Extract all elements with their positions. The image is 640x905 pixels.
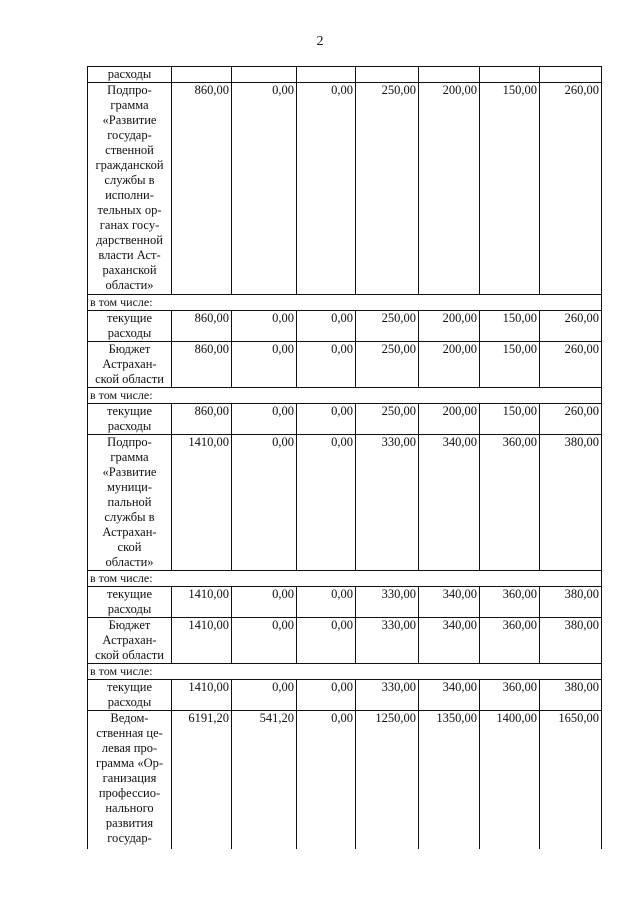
value-cell: 380,00 xyxy=(540,435,602,571)
subtotal-label: в том числе: xyxy=(88,388,602,404)
subtotal-label: в том числе: xyxy=(88,571,602,587)
value-cell: 860,00 xyxy=(172,404,232,435)
table-row xyxy=(88,711,602,849)
value-cell: 340,00 xyxy=(419,435,480,571)
value-cell: 200,00 xyxy=(419,83,480,295)
value-cell xyxy=(540,67,602,83)
row-name-cell: Подпро- грамма «Развитие государ- ственной гражданской службы в исполни- тельных ор- ганах госу- дарственной власти Аст- раханской области» xyxy=(88,83,172,295)
value-cell: 250,00 xyxy=(356,311,419,342)
value-cell: 1400,00 xyxy=(480,711,540,849)
value-cell: 360,00 xyxy=(480,587,540,618)
table-row xyxy=(88,680,602,711)
row-name-cell: Ведом- ственная це- левая про- грамма «Ор- ганизация профессио- нального развития государ- xyxy=(88,711,172,849)
value-cell: 1410,00 xyxy=(172,435,232,571)
value-cell: 0,00 xyxy=(297,83,356,295)
value-cell: 330,00 xyxy=(356,680,419,711)
value-cell xyxy=(419,67,480,83)
value-cell: 1410,00 xyxy=(172,680,232,711)
table-row xyxy=(88,587,602,618)
table-row xyxy=(88,618,602,664)
row-name-cell: Бюджет Астрахан- ской области xyxy=(88,342,172,388)
value-cell: 200,00 xyxy=(419,311,480,342)
value-cell: 330,00 xyxy=(356,618,419,664)
value-cell: 260,00 xyxy=(540,311,602,342)
value-cell: 0,00 xyxy=(297,435,356,571)
value-cell: 330,00 xyxy=(356,587,419,618)
value-cell: 0,00 xyxy=(297,711,356,849)
page-number: 2 xyxy=(316,34,324,49)
value-cell: 1250,00 xyxy=(356,711,419,849)
value-cell: 360,00 xyxy=(480,435,540,571)
value-cell xyxy=(356,67,419,83)
value-cell: 0,00 xyxy=(232,435,297,571)
value-cell: 1350,00 xyxy=(419,711,480,849)
value-cell: 6191,20 xyxy=(172,711,232,849)
row-name-cell: Бюджет Астрахан- ской области xyxy=(88,618,172,664)
budget-table xyxy=(87,66,602,849)
value-cell: 200,00 xyxy=(419,404,480,435)
value-cell: 0,00 xyxy=(232,83,297,295)
table-row xyxy=(88,404,602,435)
value-cell: 150,00 xyxy=(480,311,540,342)
value-cell: 0,00 xyxy=(232,680,297,711)
table-row xyxy=(88,571,602,587)
table-row xyxy=(88,83,602,295)
value-cell: 0,00 xyxy=(232,311,297,342)
row-name-cell: расходы xyxy=(88,67,172,83)
value-cell: 260,00 xyxy=(540,83,602,295)
row-name-cell: текущие расходы xyxy=(88,404,172,435)
table-row xyxy=(88,388,602,404)
subtotal-label: в том числе: xyxy=(88,295,602,311)
value-cell: 380,00 xyxy=(540,680,602,711)
row-name-cell: Подпро- грамма «Развитие муници- пальной службы в Астрахан- ской области» xyxy=(88,435,172,571)
row-name-cell: текущие расходы xyxy=(88,311,172,342)
value-cell: 250,00 xyxy=(356,83,419,295)
value-cell xyxy=(172,67,232,83)
value-cell: 330,00 xyxy=(356,435,419,571)
value-cell: 200,00 xyxy=(419,342,480,388)
table-row xyxy=(88,311,602,342)
value-cell: 860,00 xyxy=(172,83,232,295)
table-row xyxy=(88,295,602,311)
value-cell xyxy=(232,67,297,83)
row-name-cell: текущие расходы xyxy=(88,587,172,618)
value-cell: 0,00 xyxy=(232,404,297,435)
value-cell: 260,00 xyxy=(540,342,602,388)
row-name-cell: текущие расходы xyxy=(88,680,172,711)
value-cell xyxy=(297,67,356,83)
value-cell: 380,00 xyxy=(540,618,602,664)
value-cell: 1410,00 xyxy=(172,587,232,618)
value-cell: 0,00 xyxy=(297,404,356,435)
value-cell xyxy=(480,67,540,83)
value-cell: 260,00 xyxy=(540,404,602,435)
subtotal-label: в том числе: xyxy=(88,664,602,680)
value-cell: 150,00 xyxy=(480,404,540,435)
value-cell: 860,00 xyxy=(172,311,232,342)
table-row xyxy=(88,67,602,83)
value-cell: 380,00 xyxy=(540,587,602,618)
value-cell: 0,00 xyxy=(297,342,356,388)
value-cell: 150,00 xyxy=(480,342,540,388)
value-cell: 1410,00 xyxy=(172,618,232,664)
table-row xyxy=(88,435,602,571)
value-cell: 541,20 xyxy=(232,711,297,849)
value-cell: 340,00 xyxy=(419,680,480,711)
value-cell: 250,00 xyxy=(356,342,419,388)
table-row xyxy=(88,664,602,680)
table-row xyxy=(88,342,602,388)
value-cell: 150,00 xyxy=(480,83,540,295)
value-cell: 0,00 xyxy=(232,618,297,664)
value-cell: 1650,00 xyxy=(540,711,602,849)
value-cell: 0,00 xyxy=(232,342,297,388)
value-cell: 360,00 xyxy=(480,618,540,664)
value-cell: 340,00 xyxy=(419,618,480,664)
value-cell: 360,00 xyxy=(480,680,540,711)
value-cell: 0,00 xyxy=(297,311,356,342)
value-cell: 0,00 xyxy=(297,587,356,618)
value-cell: 340,00 xyxy=(419,587,480,618)
value-cell: 0,00 xyxy=(232,587,297,618)
value-cell: 0,00 xyxy=(297,680,356,711)
value-cell: 0,00 xyxy=(297,618,356,664)
value-cell: 860,00 xyxy=(172,342,232,388)
value-cell: 250,00 xyxy=(356,404,419,435)
